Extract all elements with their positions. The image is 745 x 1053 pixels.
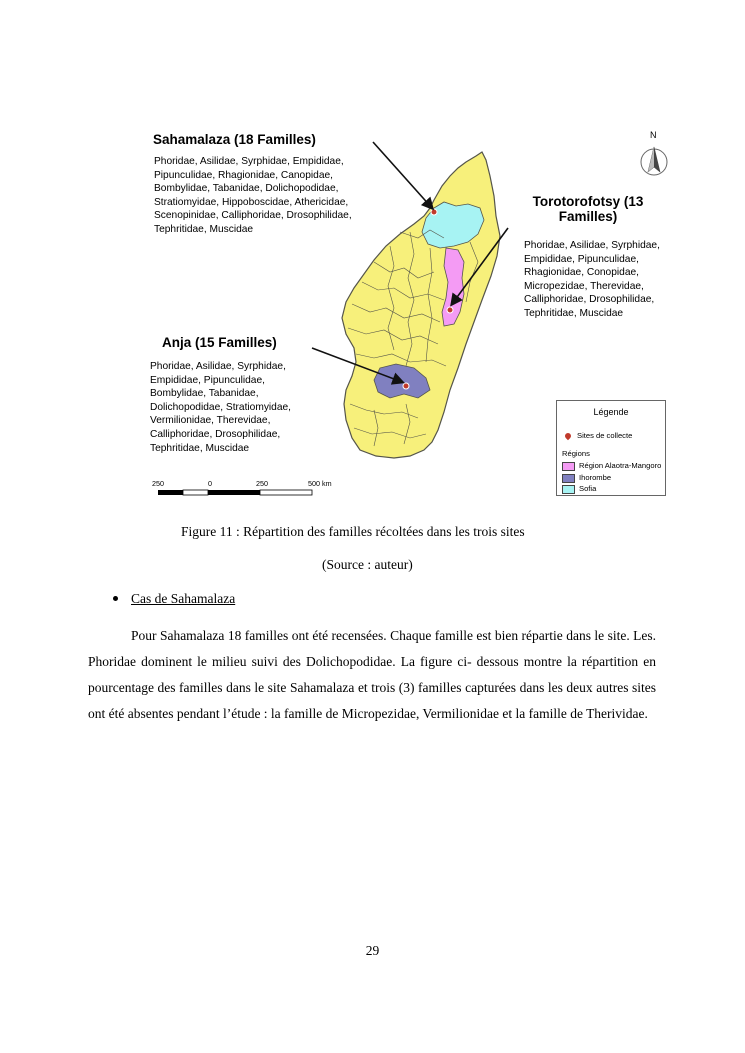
- north-arrow-icon: [641, 147, 667, 175]
- paragraph-text: Pour Sahamalaza 18 familles ont été recensées. Chaque famille est bien répartie dans le site. Les. Phoridae dominent le milieu suivi des Dolichopodidae. La figure ci- dessous montre la répartition en pourcentage des familles dans le site Sahamalaza et trois (3) familles capturées dans les deux autres sites ont été absentes pendant l’étude : la famille de Micropezidae, Vermilionidae et la famille de Therividae.: [88, 628, 656, 721]
- map-legend: [556, 400, 666, 496]
- madagascar-island: [342, 152, 500, 458]
- legend-marker-row: [562, 431, 632, 441]
- family-line: Stratiomyidae, Hippoboscidae, Athericidae,: [154, 196, 349, 208]
- legend-region-label: Ihorombe: [579, 473, 612, 482]
- family-line: Scenopinidae, Calliphoridae, Drosophilidae,: [154, 210, 352, 222]
- family-line: Tephritidae, Muscidae: [150, 442, 250, 454]
- map-pin-icon: [564, 432, 572, 440]
- family-line: Phoridae, Asilidae, Syrphidae,: [150, 361, 286, 372]
- site-title-line: Familles): [558, 209, 618, 224]
- north-label: N: [650, 130, 657, 140]
- family-line: Bombylidae, Tabanidae, Dolichopodidae,: [154, 183, 339, 195]
- figure-caption: Figure 11 : Répartition des familles récoltées dans les trois sites: [181, 524, 525, 539]
- family-line: Phoridae, Asilidae, Syrphidae,: [524, 240, 660, 251]
- family-line: Bombylidae, Tabanidae,: [150, 388, 259, 400]
- legend-regions-title: Régions: [562, 449, 590, 458]
- family-list-torotorofotsy: [524, 239, 660, 321]
- body-paragraph: [88, 623, 656, 727]
- figure-source: (Source : auteur): [322, 557, 413, 572]
- family-line: Dolichopodidae, Stratiomyidae,: [150, 401, 292, 413]
- family-line: Phoridae, Asilidae, Syrphidae, Empididae,: [154, 156, 344, 167]
- marker-anja: [403, 383, 409, 389]
- legend-region-row: [562, 473, 611, 483]
- family-line: Micropezidae, Therevidae,: [524, 280, 644, 292]
- swatch-alaotra-mangoro: [562, 462, 575, 471]
- family-line: Pipunculidae, Rhagionidae, Canopidae,: [154, 169, 333, 181]
- marker-torotorofotsy: [447, 307, 453, 313]
- scale-label: 250: [152, 479, 164, 488]
- marker-sahamalaza: [431, 209, 437, 215]
- swatch-sofia: [562, 485, 575, 494]
- family-line: Rhagionidae, Conopidae,: [524, 267, 639, 279]
- family-line: Vermilionidae, Therevidae,: [150, 415, 271, 427]
- legend-region-row: [562, 484, 596, 494]
- figure-map: [148, 122, 680, 512]
- family-list-sahamalaza: [154, 155, 352, 237]
- swatch-ihorombe: [562, 474, 575, 483]
- legend-region-label: Sofia: [579, 484, 597, 493]
- scale-label: 0: [208, 479, 212, 488]
- page-number: 29: [365, 943, 380, 958]
- site-title-torotorofotsy: [518, 194, 658, 224]
- family-list-anja: [150, 360, 291, 455]
- family-line: Calliphoridae, Drosophilidae,: [150, 428, 281, 440]
- site-title-sahamalaza: Sahamalaza (18 Familles): [153, 132, 316, 147]
- family-line: Tephritidae, Muscidae: [524, 307, 624, 319]
- family-line: Empididae, Pipunculidae,: [524, 253, 639, 265]
- family-line: Tephritidae, Muscidae: [154, 223, 254, 235]
- family-line: Empididae, Pipunculidae,: [150, 374, 265, 386]
- site-title-anja: Anja (15 Familles): [162, 335, 277, 350]
- scale-label: 250: [256, 479, 268, 488]
- section-bullet: [113, 591, 235, 607]
- legend-region-label: Région Alaotra-Mangoro: [579, 461, 662, 470]
- legend-region-row: [562, 461, 661, 471]
- bullet-icon: [113, 596, 118, 601]
- family-line: Calliphoridae, Drosophilidae,: [524, 294, 655, 306]
- section-heading: Cas de Sahamalaza: [131, 591, 236, 606]
- arrow-sahamalaza: [373, 142, 432, 208]
- scale-bar: [158, 490, 312, 495]
- legend-marker-label: Sites de collecte: [577, 431, 633, 440]
- site-title-line: Torotorofotsy (13: [532, 194, 644, 209]
- scale-label: 500 km: [308, 479, 332, 488]
- legend-title: Légende: [593, 407, 629, 417]
